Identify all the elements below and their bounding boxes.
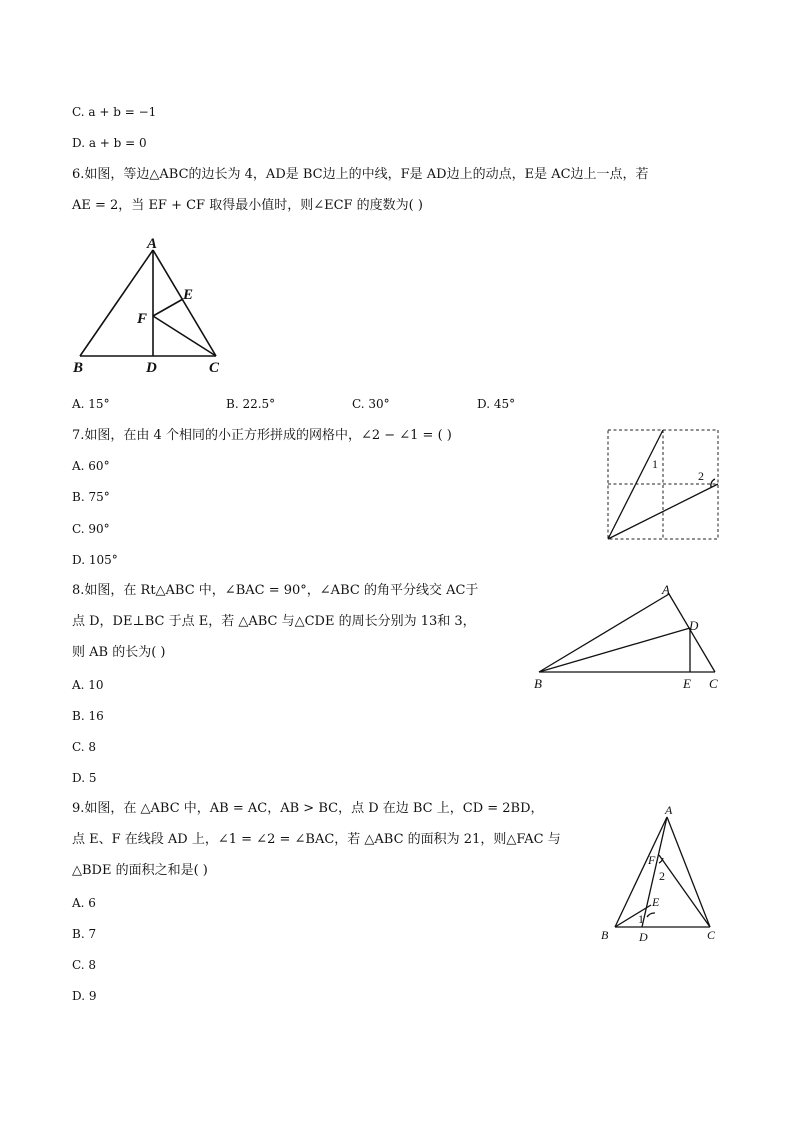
q9-stem-line3: △BDE 的面积之和是( ) [72,863,208,878]
q8-side-ab [539,594,669,672]
q6-stem-line1: 6.如图，等边△ABC的边长为 4，AD是 BC边上的中线，F是 AD边上的动点，E是 AC边上一点，若 [72,167,649,182]
q6-side-ab [80,250,153,356]
q8-option-c: C. 8 [72,740,97,754]
q9-figure [596,800,726,950]
q6-segment-fc [153,316,216,356]
q9-side-ac [667,817,710,927]
q7-figure [603,425,723,545]
q8-label-b: B [534,676,542,691]
q9-stem-line2: 点 E、F 在线段 AD 上，∠1 = ∠2 = ∠BAC，若 △ABC 的面积为 21，则△FAC 与 [72,832,561,847]
q8-label-e: E [683,676,691,691]
q8-stem-line2: 点 D，DE⊥BC 于点 E，若 △ABC 与△CDE 的周长分别为 13和 3， [72,614,476,629]
q9-label-f: F [648,853,656,867]
q9-angle1-label: 1 [638,912,644,926]
q7-stem: 7.如图，在由 4 个相同的小正方形拼成的网格中，∠2 − ∠1 = ( ) [72,428,452,443]
q9-option-a: A. 6 [72,896,96,910]
q9-stem-line1: 9.如图，在 △ABC 中，AB = AC，AB > BC，点 D 在边 BC 上，CD = 2BD， [72,801,544,816]
q9-label-c: C [707,928,716,942]
q9-angle1-arc [647,913,655,917]
q6-side-ac [153,250,216,356]
q6-label-f: F [137,311,148,327]
q9-label-e: E [652,895,660,909]
q8-bisector-bd [539,628,690,672]
q9-angle2-label: 2 [659,869,665,883]
q8-side-ac [669,594,715,672]
q6-option-b: B. 22.5° [226,397,276,411]
q9-option-b: B. 7 [72,927,97,941]
q5-option-c: C. a + b = −1 [72,105,157,119]
q6-label-b: B [73,360,84,376]
q9-segment-cf [659,855,710,927]
q8-figure [528,580,728,695]
q6-option-a: A. 15° [72,397,110,411]
q7-angle1-label: 1 [652,457,658,471]
q8-stem-line1: 8.如图，在 Rt△ABC 中，∠BAC = 90°，∠ABC 的角平分线交 AC于 [72,583,479,598]
q8-option-a: A. 10 [72,678,104,692]
q8-label-d: D [689,618,699,633]
q8-option-d: D. 5 [72,771,97,785]
q7-option-a: A. 60° [72,459,110,473]
q8-label-c: C [709,676,718,691]
q9-label-a: A [665,803,673,817]
q6-label-d: D [146,360,157,376]
q6-option-c: C. 30° [352,397,390,411]
q6-segment-fe [153,299,183,316]
q9-option-c: C. 8 [72,958,97,972]
q6-figure [70,232,230,377]
q7-option-d: D. 105° [72,553,118,567]
q9-option-d: D. 9 [72,989,97,1003]
q6-label-c: C [209,360,220,376]
q7-option-c: C. 90° [72,522,110,536]
q7-angle2-label: 2 [698,469,704,483]
q6-label-a: A [147,236,158,252]
q8-option-b: B. 16 [72,709,104,723]
q8-stem-line3: 则 AB 的长为( ) [72,645,166,660]
q9-label-b: B [601,928,609,942]
q6-stem-line2: AE = 2，当 EF + CF 取得最小值时，则∠ECF 的度数为( ) [72,198,423,213]
q6-label-e: E [183,287,194,303]
q7-option-b: B. 75° [72,490,110,504]
q6-option-d: D. 45° [477,397,516,411]
q5-option-d: D. a + b = 0 [72,136,147,150]
q9-label-d: D [639,930,648,944]
q8-label-a: A [662,582,670,597]
